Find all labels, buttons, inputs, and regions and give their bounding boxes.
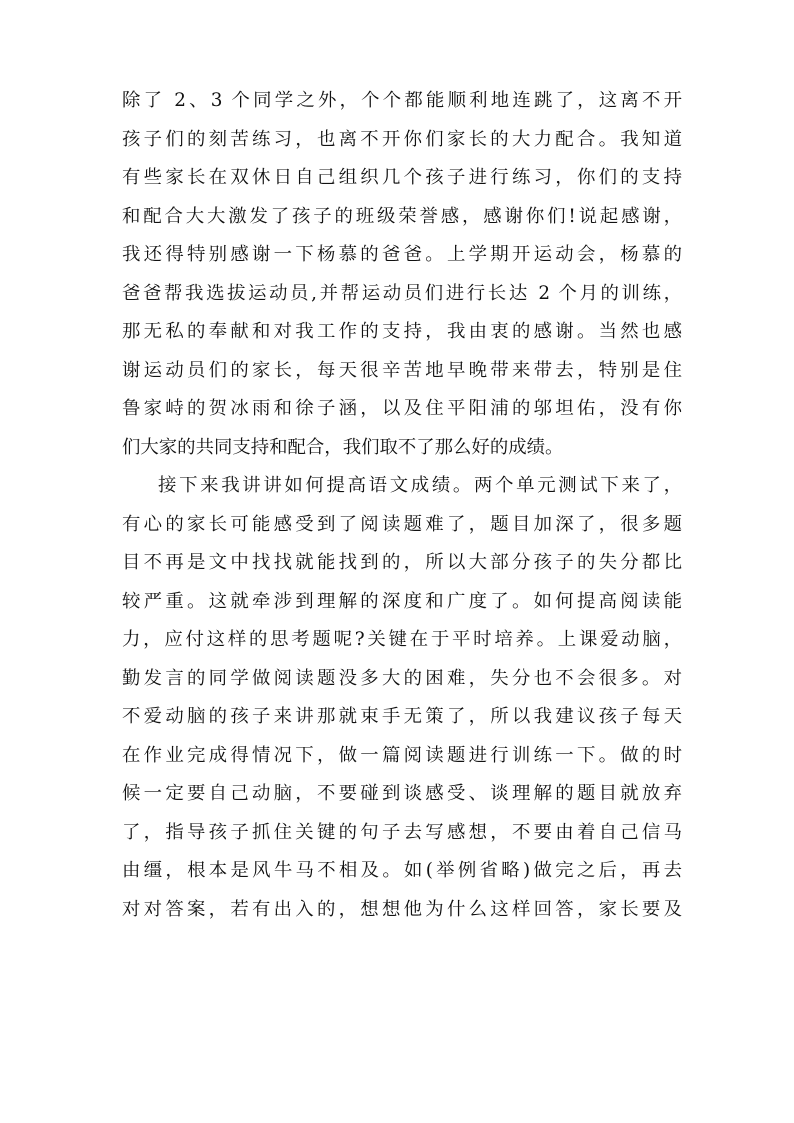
text-line: 不爱动脑的孩子来讲那就束手无策了，所以我建议孩子每天 (122, 706, 682, 727)
paragraph-end-line: 们大家的共同支持和配合，我们取不了那么好的成绩。 (122, 436, 564, 458)
text-line: 那无私的奉献和对我工作的支持，我由衷的感谢。当然也感 (122, 321, 682, 342)
text-line: 候一定要自己动脑，不要碰到谈感受、谈理解的题目就放弃 (122, 783, 682, 804)
text-line: 爸爸帮我选拔运动员,并帮运动员们进行长达 2 个月的训练， (122, 282, 682, 304)
text-line: 除了 2、3 个同学之外，个个都能顺利地连跳了，这离不开 (122, 90, 682, 111)
text-line: 孩子们的刻苦练习，也离不开你们家长的大力配合。我知道 (122, 128, 682, 150)
text-line: 勤发言的同学做阅读题没多大的困难，失分也不会很多。对 (122, 667, 682, 689)
text-line: 在作业完成得情况下，做一篇阅读题进行训练一下。做的时 (122, 744, 682, 766)
paragraph-first-line: 接下来我讲讲如何提高语文成绩。两个单元测试下来了， (158, 475, 682, 496)
text-line: 鲁家峙的贺冰雨和徐子涵，以及住平阳浦的邬坦佑，没有你 (122, 398, 682, 419)
text-line: 我还得特别感谢一下杨慕的爸爸。上学期开运动会，杨慕的 (122, 244, 682, 265)
text-line: 由缰，根本是风牛马不相及。如(举例省略)做完之后，再去 (122, 860, 682, 881)
text-line: 和配合大大激发了孩子的班级荣誉感，感谢你们!说起感谢， (122, 205, 682, 227)
text-line: 谢运动员们的家长，每天很辛苦地早晚带来带去，特别是住 (122, 359, 682, 381)
text-line: 较严重。这就牵涉到理解的深度和广度了。如何提高阅读能 (122, 590, 682, 612)
text-line: 力，应付这样的思考题呢?关键在于平时培养。上课爱动脑， (122, 629, 682, 650)
text-line: 目不再是文中找找就能找到的，所以大部分孩子的失分都比 (122, 552, 682, 573)
body-text (122, 82, 682, 929)
text-line: 对对答案，若有出入的，想想他为什么这样回答，家长要及 (122, 898, 682, 920)
text-line: 有些家长在双休日自己组织几个孩子进行练习，你们的支持 (122, 167, 682, 188)
text-line: 有心的家长可能感受到了阅读题难了，题目加深了，很多题 (122, 513, 682, 535)
text-line: 了，指导孩子抓住关键的句子去写感想，不要由着自己信马 (122, 821, 682, 843)
